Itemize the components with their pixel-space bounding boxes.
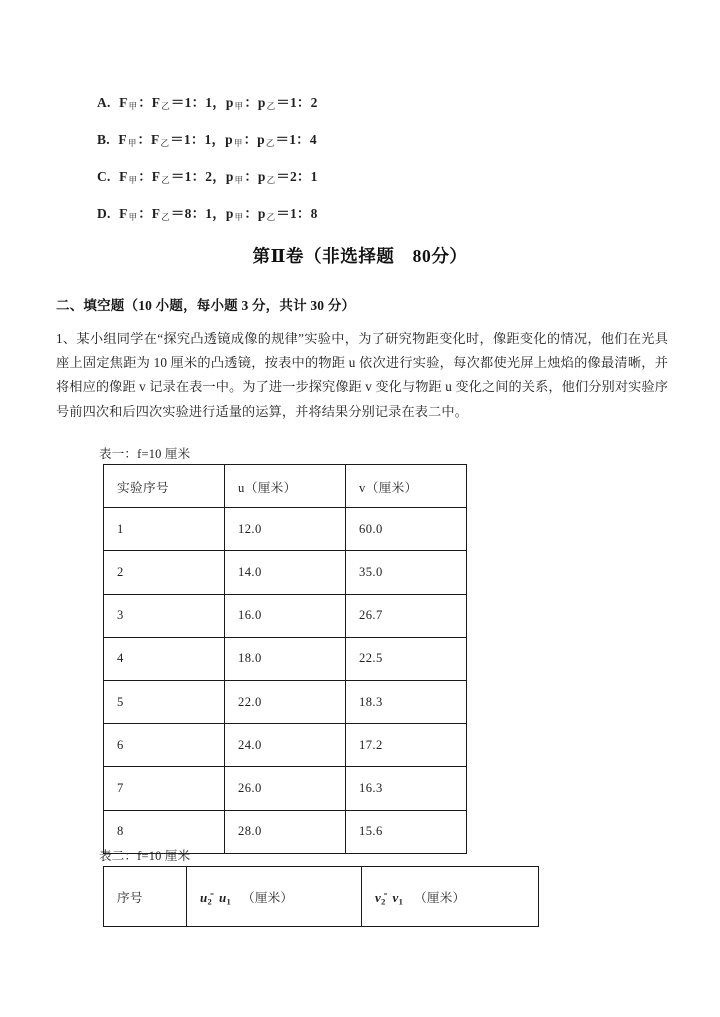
cell-v: 22.5 (346, 637, 467, 680)
choice-option-d (97, 195, 657, 232)
choice-option-a (97, 84, 657, 121)
table-one-header-index: 实验序号 (104, 465, 225, 508)
table-two (103, 866, 539, 927)
cell-u: 28.0 (225, 810, 346, 853)
table-row (104, 767, 467, 810)
table-one-header-u: u（厘米） (225, 465, 346, 508)
cell-u: 24.0 (225, 724, 346, 767)
cell-index: 3 (104, 594, 225, 637)
table-two-header-delta-u (187, 867, 362, 927)
table-row (104, 724, 467, 767)
choice-label-a: A. (97, 95, 111, 110)
var-v2-subscript: 2 (381, 896, 386, 907)
volume-two-heading: 第Ⅱ卷（非选择题 80分） (252, 246, 468, 266)
var-u1-subscript: 1 (226, 896, 232, 907)
var-v1-subscript: 1 (398, 896, 404, 907)
cell-v: 26.7 (346, 594, 467, 637)
delta-u-expression (200, 885, 232, 907)
cell-index: 8 (104, 810, 225, 853)
table-two-caption: 表二：f=10 厘米 (99, 849, 191, 863)
choice-label-d: D. (97, 206, 111, 221)
minus-operator-u: - (210, 885, 215, 900)
choice-list (97, 84, 657, 232)
table-one (103, 464, 467, 854)
cell-u: 12.0 (225, 508, 346, 551)
cell-v: 35.0 (346, 551, 467, 594)
cell-u: 18.0 (225, 637, 346, 680)
table-two-header-index: 序号 (104, 867, 187, 927)
question-1-text: 1、某小组同学在“探究凸透镜成像的规律”实验中，为了研究物距变化时，像距变化的情况，他们在光具座上固定焦距为 10 厘米的凸透镜，按表中的物距 u 依次进行实验，每次都使光屏上烛焰的像最清晰，并将相应的像距 v 记录在表一中。为了进一步探究像距 v 变化与物距 u 变化之间的关系，他们分别对实验序号前四次和后四次实验进行适量的运算，并将结果分别记录在表二中。 (56, 331, 668, 419)
table-one-header-v: v（厘米） (346, 465, 467, 508)
cell-index: 6 (104, 724, 225, 767)
var-v2-letter: v (375, 889, 382, 905)
cell-index: 7 (104, 767, 225, 810)
table-row (104, 637, 467, 680)
table-one-caption: 表一：f=10 厘米 (99, 447, 191, 461)
cell-v: 60.0 (346, 508, 467, 551)
choice-text-a: F甲：F乙＝1：1，p甲：p乙＝1：2 (119, 95, 318, 111)
table-row (104, 551, 467, 594)
cell-v: 16.3 (346, 767, 467, 810)
choice-option-b (97, 121, 657, 158)
cell-v: 17.2 (346, 724, 467, 767)
choice-text-b: F甲：F乙＝1：1，p甲：p乙＝1：4 (118, 132, 317, 148)
table-two-header-delta-v (362, 867, 539, 927)
cell-u: 22.0 (225, 680, 346, 723)
choice-text-c: F甲：F乙＝1：2，p甲：p乙＝2：1 (119, 169, 318, 185)
var-v1-letter: v (392, 889, 399, 905)
cell-index: 5 (104, 680, 225, 723)
cell-u: 26.0 (225, 767, 346, 810)
cell-v: 18.3 (346, 680, 467, 723)
var-u2-letter: u (200, 889, 208, 905)
choice-label-b: B. (97, 132, 110, 147)
table-row (104, 680, 467, 723)
cell-u: 14.0 (225, 551, 346, 594)
section-heading-fill-in-blank: 二、填空题（10 小题，每小题 3 分，共计 30 分） (56, 298, 356, 313)
minus-operator-v: - (383, 885, 388, 900)
table-two-header-row (104, 867, 539, 927)
cell-u: 16.0 (225, 594, 346, 637)
choice-text-d: F甲：F乙＝8：1，p甲：p乙＝1：8 (119, 206, 318, 222)
var-u1-letter: u (218, 889, 227, 905)
choice-option-c (97, 158, 657, 195)
table-row (104, 508, 467, 551)
delta-v-expression (375, 885, 404, 907)
cell-index: 2 (104, 551, 225, 594)
unit-label-v: （厘米） (414, 890, 466, 905)
choice-label-c: C. (97, 169, 111, 184)
table-row (104, 594, 467, 637)
cell-index: 4 (104, 637, 225, 680)
cell-v: 15.6 (346, 810, 467, 853)
unit-label-u: （厘米） (242, 890, 294, 905)
var-u2-subscript: 2 (207, 896, 213, 907)
table-one-header-row (104, 465, 467, 508)
cell-index: 1 (104, 508, 225, 551)
